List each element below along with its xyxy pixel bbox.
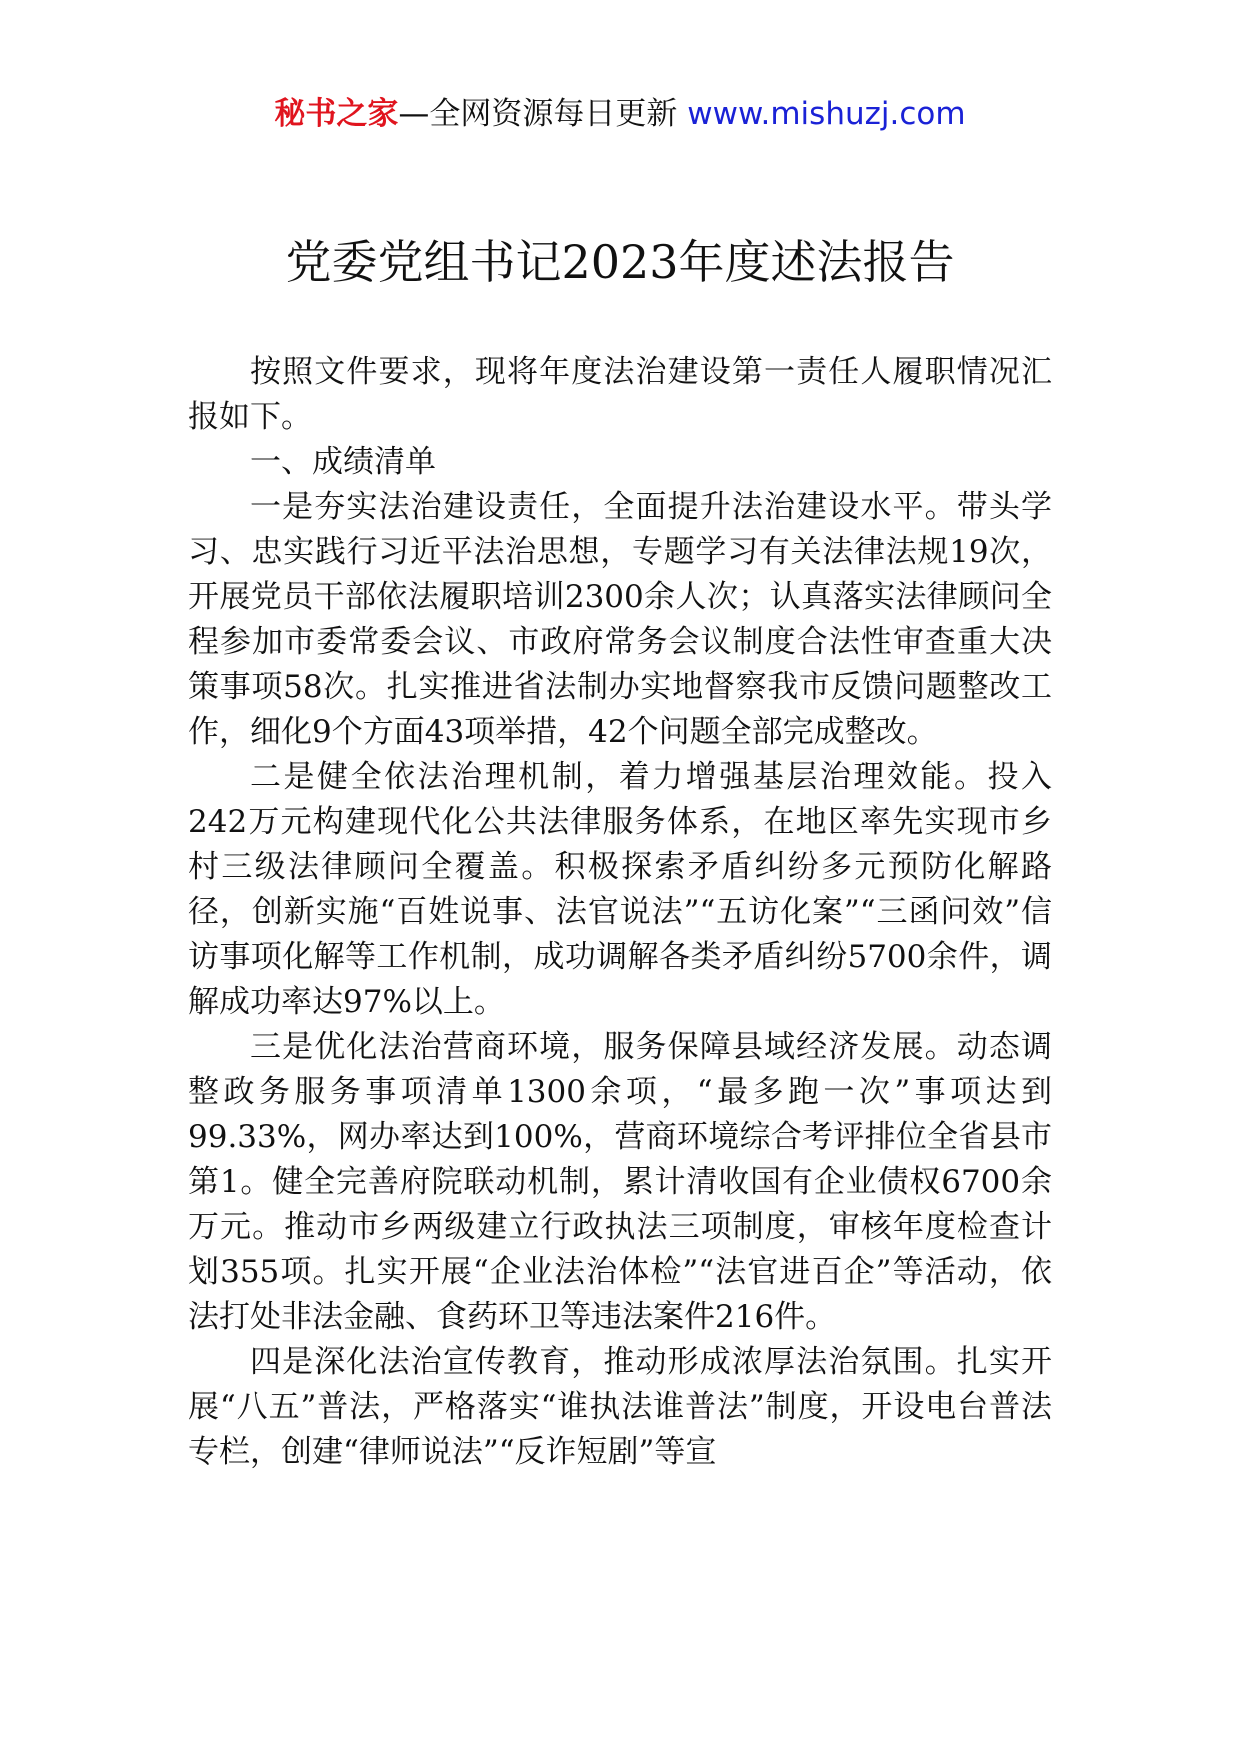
paragraph-point-1: 一是夯实法治建设责任，全面提升法治建设水平。带头学习、忠实践行习近平法治思想，专题学习有关法律法规19次，开展党员干部依法履职培训2300余人次；认真落实法律顾问全程参加市委常委会议、市政府常务会议制度合法性审查重大决策事项58次。扎实推进省法制办实地督察我市反馈问题整改工作，细化9个方面43项举措，42个问题全部完成整改。 <box>188 489 1052 750</box>
intro-paragraph: 按照文件要求，现将年度法治建设第一责任人履职情况汇报如下。 <box>188 354 1052 435</box>
paragraph-point-3: 三是优化法治营商环境，服务保障县域经济发展。动态调整政务服务事项清单1300余项，“最多跑一次”事项达到99.33%，网办率达到100%，营商环境综合考评排位全省县市第1。健全完善府院联动机制，累计清收国有企业债权6700余万元。推动市乡两级建立行政执法三项制度，审核年度检查计划355项。扎实开展“企业法治体检”“法官进百企”等活动，依法打处非法金融、食药环卫等违法案件216件。 <box>188 1029 1052 1335</box>
paragraph-point-4: 四是深化法治宣传教育，推动形成浓厚法治氛围。扎实开展“八五”普法，严格落实“谁执法谁普法”制度，开设电台普法专栏，创建“律师说法”“反诈短剧”等宣 <box>188 1344 1052 1470</box>
header-slogan: —全网资源每日更新 <box>398 96 678 132</box>
paragraph-point-2: 二是健全依法治理机制，着力增强基层治理效能。投入242万元构建现代化公共法律服务体系，在地区率先实现市乡村三级法律顾问全覆盖。积极探索矛盾纠纷多元预防化解路径，创新实施“百姓说事、法官说法”“五访化案”“三函问效”信访事项化解等工作机制，成功调解各类矛盾纠纷5700余件，调解成功率达97%以上。 <box>188 759 1052 1020</box>
brand-name: 秘书之家 <box>274 96 399 132</box>
site-header <box>0 92 1240 136</box>
document-title: 党委党组书记2023年度述法报告 <box>285 235 955 289</box>
section-heading-achievements: 一、成绩清单 <box>250 444 436 480</box>
document-body <box>188 350 1052 1475</box>
site-url-link[interactable]: www.mishuzj.com <box>687 96 966 132</box>
